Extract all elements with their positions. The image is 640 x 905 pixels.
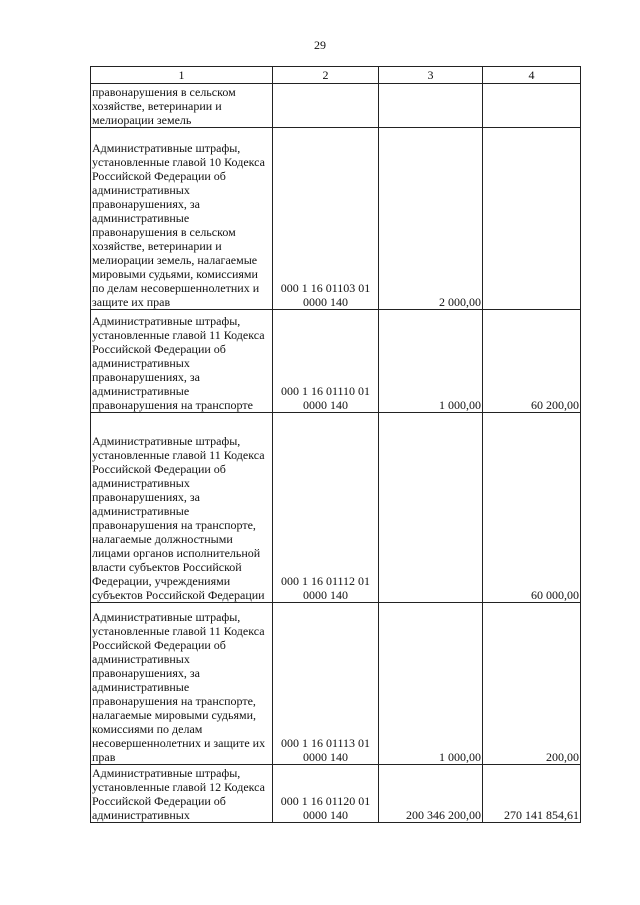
row-code-line2: 0000 140 xyxy=(303,295,348,309)
budget-table xyxy=(90,66,581,823)
row-value-col4: 200,00 xyxy=(483,603,581,765)
row-description: Административные штрафы, установленные главой 11 Кодекса Российской Федерации об административных правонарушениях, за административные правонарушения на транспорте, налагаемые мировыми судьями, комиссиями по делам несовершеннолетних и защите их прав xyxy=(91,603,273,765)
row-value-col3: 1 000,00 xyxy=(379,310,483,413)
row-value-col3 xyxy=(379,413,483,603)
page-number: 29 xyxy=(314,38,326,52)
row-description: Административные штрафы, установленные главой 12 Кодекса Российской Федерации об административных xyxy=(91,765,273,823)
header-col-2: 2 xyxy=(273,67,379,84)
row-code-line2: 0000 140 xyxy=(303,808,348,822)
row-description: Административные штрафы, установленные главой 11 Кодекса Российской Федерации об административных правонарушениях, за административные правонарушения на транспорте xyxy=(91,310,273,413)
row-code xyxy=(273,413,379,603)
header-col-4: 4 xyxy=(483,67,581,84)
header-col-1: 1 xyxy=(91,67,273,84)
table-row xyxy=(91,413,581,603)
row-value-col4 xyxy=(483,84,581,128)
row-description: правонарушения в сельском хозяйстве, ветеринарии и мелиорации земель xyxy=(91,84,273,128)
table-row xyxy=(91,310,581,413)
table-row xyxy=(91,84,581,128)
table-row xyxy=(91,765,581,823)
row-code-line1: 000 1 16 01103 01 xyxy=(280,281,371,295)
row-description: Административные штрафы, установленные главой 11 Кодекса Российской Федерации об административных правонарушениях, за административные правонарушения на транспорте, налагаемые должностными лицами органов исполнительной власти субъектов Российской Федерации, учреждениями субъектов Российской Федерации xyxy=(91,413,273,603)
row-value-col3: 1 000,00 xyxy=(379,603,483,765)
table-row xyxy=(91,128,581,310)
table-row xyxy=(91,603,581,765)
row-value-col4: 270 141 854,61 xyxy=(483,765,581,823)
row-code xyxy=(273,84,379,128)
header-col-3: 3 xyxy=(379,67,483,84)
row-code xyxy=(273,310,379,413)
row-description: Административные штрафы, установленные главой 10 Кодекса Российской Федерации об административных правонарушениях, за административные правонарушения в сельском хозяйстве, ветеринарии и мелиорации земель, налагаемые мировыми судьями, комиссиями по делам несовершеннолетних и защите их прав xyxy=(91,128,273,310)
row-code-line2: 0000 140 xyxy=(303,398,348,412)
row-code-line2: 0000 140 xyxy=(303,750,348,764)
row-value-col4: 60 200,00 xyxy=(483,310,581,413)
row-code-line2: 0000 140 xyxy=(303,588,348,602)
row-code-line1: 000 1 16 01110 01 xyxy=(280,384,371,398)
row-code xyxy=(273,128,379,310)
row-value-col4: 60 000,00 xyxy=(483,413,581,603)
row-value-col4 xyxy=(483,128,581,310)
row-code-line1: 000 1 16 01112 01 xyxy=(280,574,371,588)
row-code xyxy=(273,603,379,765)
row-value-col3: 2 000,00 xyxy=(379,128,483,310)
table-header-row xyxy=(91,67,581,84)
row-value-col3 xyxy=(379,84,483,128)
row-code-line1: 000 1 16 01113 01 xyxy=(280,736,371,750)
row-code-line1: 000 1 16 01120 01 xyxy=(280,794,371,808)
row-value-col3: 200 346 200,00 xyxy=(379,765,483,823)
row-code xyxy=(273,765,379,823)
